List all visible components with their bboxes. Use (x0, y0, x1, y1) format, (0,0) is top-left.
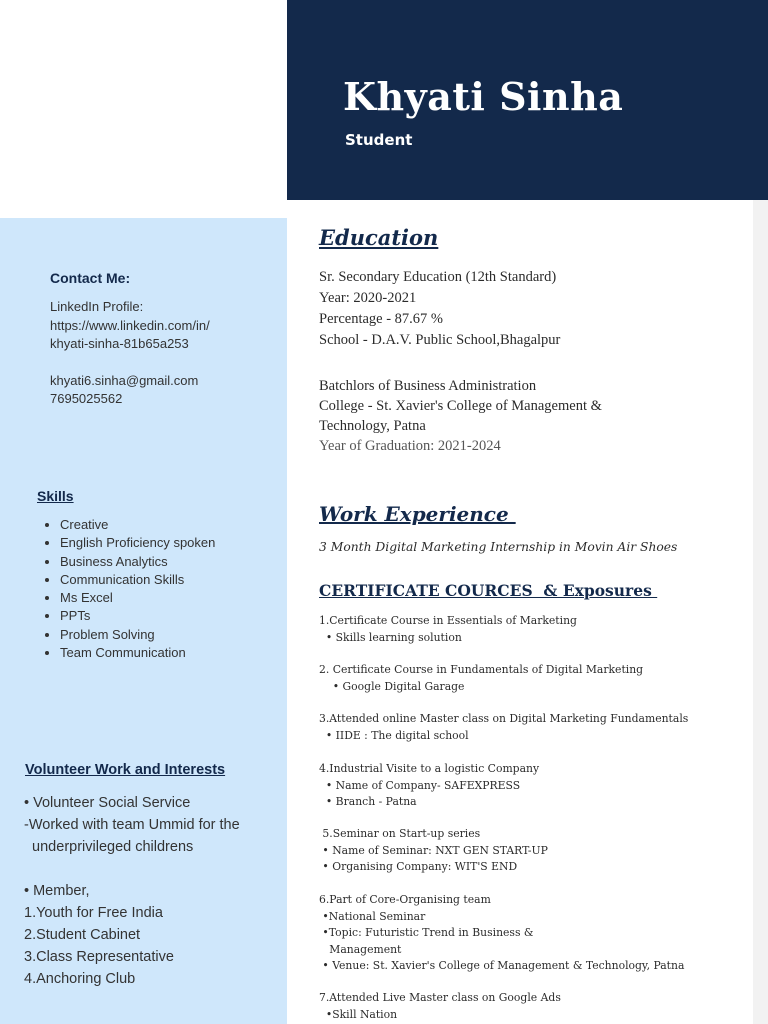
certificate-line: 2. Certificate Course in Fundamentals of Digital Marketing (319, 663, 644, 676)
certificate-line: •National Seminar (319, 909, 426, 923)
volunteer-list (24, 792, 240, 990)
linkedin-url-line-1[interactable]: https://www.linkedin.com/in/ (50, 317, 210, 333)
header-banner (287, 0, 768, 200)
college-education (319, 376, 602, 456)
school-line: School - D.A.V. Public School,Bhagalpur (319, 332, 561, 348)
volunteer-line: • Volunteer Social Service (24, 795, 191, 811)
school-education (319, 267, 560, 351)
volunteer-line: underprivileged childrens (24, 839, 194, 855)
skill-item: • Business Analytics (60, 553, 250, 571)
contact-heading: Contact Me: (50, 270, 131, 286)
contact-info (50, 298, 210, 409)
linkedin-url-line-2[interactable]: khyati-sinha-81b65a253 (50, 336, 189, 351)
work-heading: Work Experience (319, 502, 516, 526)
certificate-line: • Organising Company: WIT'S END (319, 860, 518, 873)
volunteer-line: -Worked with team Ummid for the (24, 817, 240, 833)
skills-list (36, 516, 250, 662)
school-line: Percentage - 87.67 % (319, 311, 444, 327)
certificate-item (319, 826, 548, 876)
certificates-heading: CERTIFICATE COURCES & Exposures (319, 581, 658, 600)
skill-item: • Team Communication (60, 644, 250, 662)
certificate-line: • Venue: St. Xavier's College of Management & Technology, Patna (319, 959, 685, 972)
certificate-item (319, 711, 688, 744)
skill-item: • Problem Solving (60, 626, 250, 644)
skill-item: • PPTs (60, 607, 250, 625)
work-item: 3 Month Digital Marketing Internship in Movin Air Shoes (319, 540, 678, 554)
certificate-line: Management (319, 942, 402, 956)
certificate-item (319, 892, 684, 975)
certificate-line: • IIDE : The digital school (319, 728, 469, 742)
volunteer-line: 3.Class Representative (24, 949, 174, 965)
volunteer-line: 2.Student Cabinet (24, 927, 141, 943)
college-line: Batchlors of Business Administration (319, 378, 537, 394)
sidebar (0, 218, 287, 1024)
certificate-line: 4.Industrial Visite to a logistic Company (319, 762, 540, 775)
education-heading: Education (319, 225, 439, 250)
volunteer-line: 1.Youth for Free India (24, 905, 163, 921)
volunteer-line: • Member, (24, 883, 90, 899)
linkedin-label: LinkedIn Profile: (50, 299, 144, 314)
skill-item: • English Proficiency spoken (60, 534, 250, 552)
person-name: Khyati Sinha (343, 74, 624, 119)
certificate-line: 6.Part of Core-Organising team (319, 893, 491, 906)
person-role: Student (345, 131, 413, 149)
volunteer-line: 4.Anchoring Club (24, 971, 136, 987)
certificate-line: 5.Seminar on Start-up series (319, 827, 481, 840)
certificate-line: •Skill Nation (319, 1007, 398, 1021)
certificate-line: 7.Attended Live Master class on Google Ads (319, 991, 561, 1004)
school-line: Year: 2020-2021 (319, 290, 417, 306)
certificate-line: 3.Attended online Master class on Digital Marketing Fundamentals (319, 712, 689, 725)
certificate-item (319, 761, 539, 811)
email[interactable]: khyati6.sinha@gmail.com (50, 372, 199, 388)
certificate-line: • Name of Company- SAFEXPRESS (319, 778, 521, 792)
college-line: College - St. Xavier's College of Management & (319, 398, 602, 414)
volunteer-spacer (24, 858, 240, 880)
school-line: Sr. Secondary Education (12th Standard) (319, 269, 557, 285)
certificate-line: • Google Digital Garage (319, 679, 465, 693)
certificate-item (319, 662, 643, 695)
certificate-item (319, 990, 561, 1023)
college-line: Technology, Patna (319, 418, 426, 434)
contact-spacer (50, 354, 210, 372)
certificate-line: • Branch - Patna (319, 795, 417, 808)
certificate-line: •Topic: Futuristic Trend in Business & (319, 926, 534, 939)
certificate-line: 1.Certificate Course in Essentials of Marketing (319, 614, 577, 627)
skills-heading: Skills (37, 488, 74, 504)
certificate-item (319, 613, 577, 646)
skill-item: • Creative (60, 516, 250, 534)
certificate-line: • Skills learning solution (319, 630, 462, 644)
skill-item: • Communication Skills (60, 571, 250, 589)
college-line: Year of Graduation: 2021-2024 (319, 438, 501, 454)
certificate-line: • Name of Seminar: NXT GEN START-UP (319, 843, 548, 857)
phone: 7695025562 (50, 391, 123, 406)
volunteer-heading: Volunteer Work and Interests (25, 762, 226, 778)
skill-item: • Ms Excel (60, 589, 250, 607)
